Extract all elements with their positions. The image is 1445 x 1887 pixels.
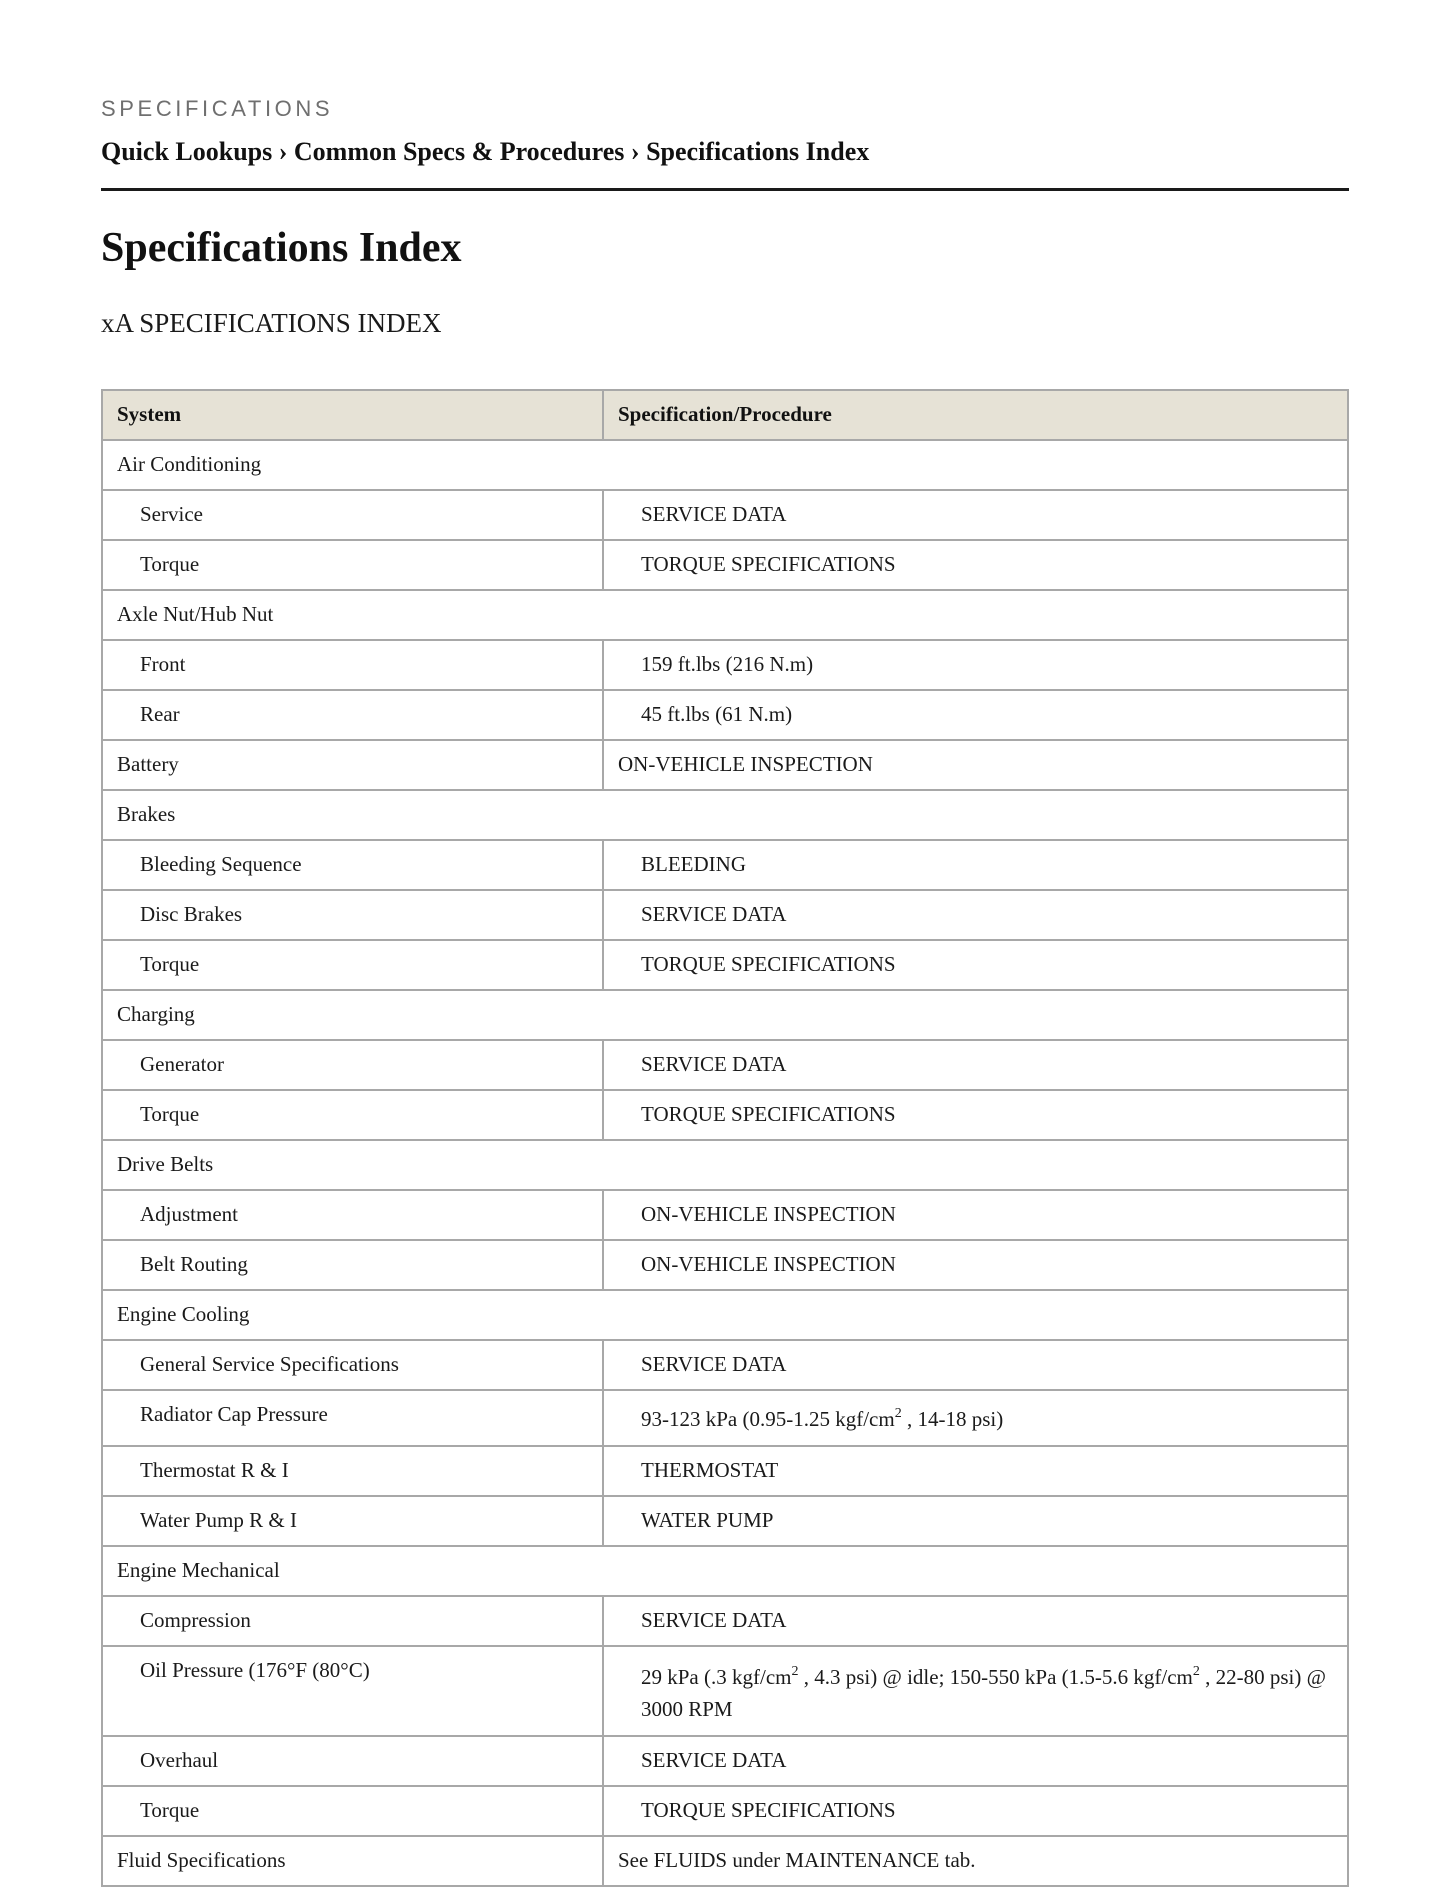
specifications-table — [101, 389, 1349, 1887]
spec-link[interactable]: TORQUE SPECIFICATIONS — [603, 540, 1348, 590]
spec-link[interactable]: TORQUE SPECIFICATIONS — [603, 1786, 1348, 1836]
spec-link[interactable]: SERVICE DATA — [603, 490, 1348, 540]
column-header-system: System — [102, 390, 603, 440]
group-row — [102, 790, 1348, 840]
page-title: Specifications Index — [101, 225, 462, 271]
group-name: Engine Cooling — [102, 1290, 1348, 1340]
system-cell: Torque — [102, 1090, 603, 1140]
spec-text: , 14-18 psi) — [901, 1407, 1004, 1431]
spec-text: , 22-80 psi) @ 3000 RPM — [641, 1665, 1326, 1721]
table-row — [102, 1496, 1348, 1546]
breadcrumb[interactable]: Quick Lookups › Common Specs & Procedures › Specifications Index — [101, 137, 870, 166]
table-row — [102, 1836, 1348, 1886]
group-row — [102, 990, 1348, 1040]
system-cell: Rear — [102, 690, 603, 740]
system-cell: Front — [102, 640, 603, 690]
table-row — [102, 540, 1348, 590]
spec-link[interactable]: WATER PUMP — [603, 1496, 1348, 1546]
system-cell: Belt Routing — [102, 1240, 603, 1290]
system-cell: General Service Specifications — [102, 1340, 603, 1390]
superscript: 2 — [791, 1664, 799, 1679]
table-row — [102, 1446, 1348, 1496]
spec-link[interactable]: SERVICE DATA — [603, 890, 1348, 940]
system-cell: Generator — [102, 1040, 603, 1090]
system-cell: Oil Pressure (176°F (80°C) — [102, 1646, 603, 1736]
table-row — [102, 1390, 1348, 1446]
table-row — [102, 1736, 1348, 1786]
spec-link[interactable]: SERVICE DATA — [603, 1596, 1348, 1646]
spec-text: 93-123 kPa (0.95-1.25 kgf/cm — [641, 1407, 895, 1431]
spec-value — [603, 1390, 1348, 1446]
spec-link[interactable]: SERVICE DATA — [603, 1040, 1348, 1090]
table-row — [102, 740, 1348, 790]
table-row — [102, 940, 1348, 990]
system-cell: Disc Brakes — [102, 890, 603, 940]
spec-link[interactable]: ON-VEHICLE INSPECTION — [603, 1240, 1348, 1290]
table-row — [102, 1040, 1348, 1090]
table-row — [102, 1240, 1348, 1290]
spec-link[interactable]: ON-VEHICLE INSPECTION — [603, 1190, 1348, 1240]
spec-text: , 4.3 psi) @ idle; 150-550 kPa (1.5-5.6 kgf/cm — [798, 1665, 1193, 1689]
spec-value: 45 ft.lbs (61 N.m) — [603, 690, 1348, 740]
spec-link[interactable]: TORQUE SPECIFICATIONS — [603, 1090, 1348, 1140]
column-header-spec: Specification/Procedure — [603, 390, 1348, 440]
group-name: Axle Nut/Hub Nut — [102, 590, 1348, 640]
system-cell: Thermostat R & I — [102, 1446, 603, 1496]
table-row — [102, 840, 1348, 890]
spec-value: See FLUIDS under MAINTENANCE tab. — [603, 1836, 1348, 1886]
group-name: Drive Belts — [102, 1140, 1348, 1190]
system-cell: Torque — [102, 1786, 603, 1836]
group-row — [102, 1546, 1348, 1596]
system-cell: Service — [102, 490, 603, 540]
table-row — [102, 890, 1348, 940]
table-header-row — [102, 390, 1348, 440]
header-divider — [101, 188, 1349, 191]
spec-text: 29 kPa (.3 kgf/cm — [641, 1665, 792, 1689]
group-name: Engine Mechanical — [102, 1546, 1348, 1596]
table-row — [102, 1190, 1348, 1240]
superscript: 2 — [1192, 1664, 1200, 1679]
spec-value: 159 ft.lbs (216 N.m) — [603, 640, 1348, 690]
table-row — [102, 1090, 1348, 1140]
section-label: SPECIFICATIONS — [101, 96, 334, 121]
spec-link[interactable]: SERVICE DATA — [603, 1340, 1348, 1390]
group-row — [102, 590, 1348, 640]
spec-link[interactable]: ON-VEHICLE INSPECTION — [603, 740, 1348, 790]
system-cell: Water Pump R & I — [102, 1496, 603, 1546]
table-row — [102, 1646, 1348, 1736]
group-name: Brakes — [102, 790, 1348, 840]
table-row — [102, 640, 1348, 690]
system-cell: Battery — [102, 740, 603, 790]
table-row — [102, 1596, 1348, 1646]
system-cell: Compression — [102, 1596, 603, 1646]
system-cell: Adjustment — [102, 1190, 603, 1240]
table-row — [102, 690, 1348, 740]
spec-link[interactable]: TORQUE SPECIFICATIONS — [603, 940, 1348, 990]
superscript: 2 — [894, 1406, 902, 1421]
group-row — [102, 1290, 1348, 1340]
spec-link[interactable]: SERVICE DATA — [603, 1736, 1348, 1786]
spec-value — [603, 1646, 1348, 1736]
system-cell: Bleeding Sequence — [102, 840, 603, 890]
page-subtitle: xA SPECIFICATIONS INDEX — [101, 308, 442, 338]
system-cell: Radiator Cap Pressure — [102, 1390, 603, 1446]
table-row — [102, 1340, 1348, 1390]
group-name: Air Conditioning — [102, 440, 1348, 490]
system-cell: Torque — [102, 540, 603, 590]
spec-link[interactable]: THERMOSTAT — [603, 1446, 1348, 1496]
group-name: Charging — [102, 990, 1348, 1040]
spec-link[interactable]: BLEEDING — [603, 840, 1348, 890]
group-row — [102, 440, 1348, 490]
system-cell: Fluid Specifications — [102, 1836, 603, 1886]
system-cell: Overhaul — [102, 1736, 603, 1786]
group-row — [102, 1140, 1348, 1190]
system-cell: Torque — [102, 940, 603, 990]
table-row — [102, 490, 1348, 540]
table-row — [102, 1786, 1348, 1836]
